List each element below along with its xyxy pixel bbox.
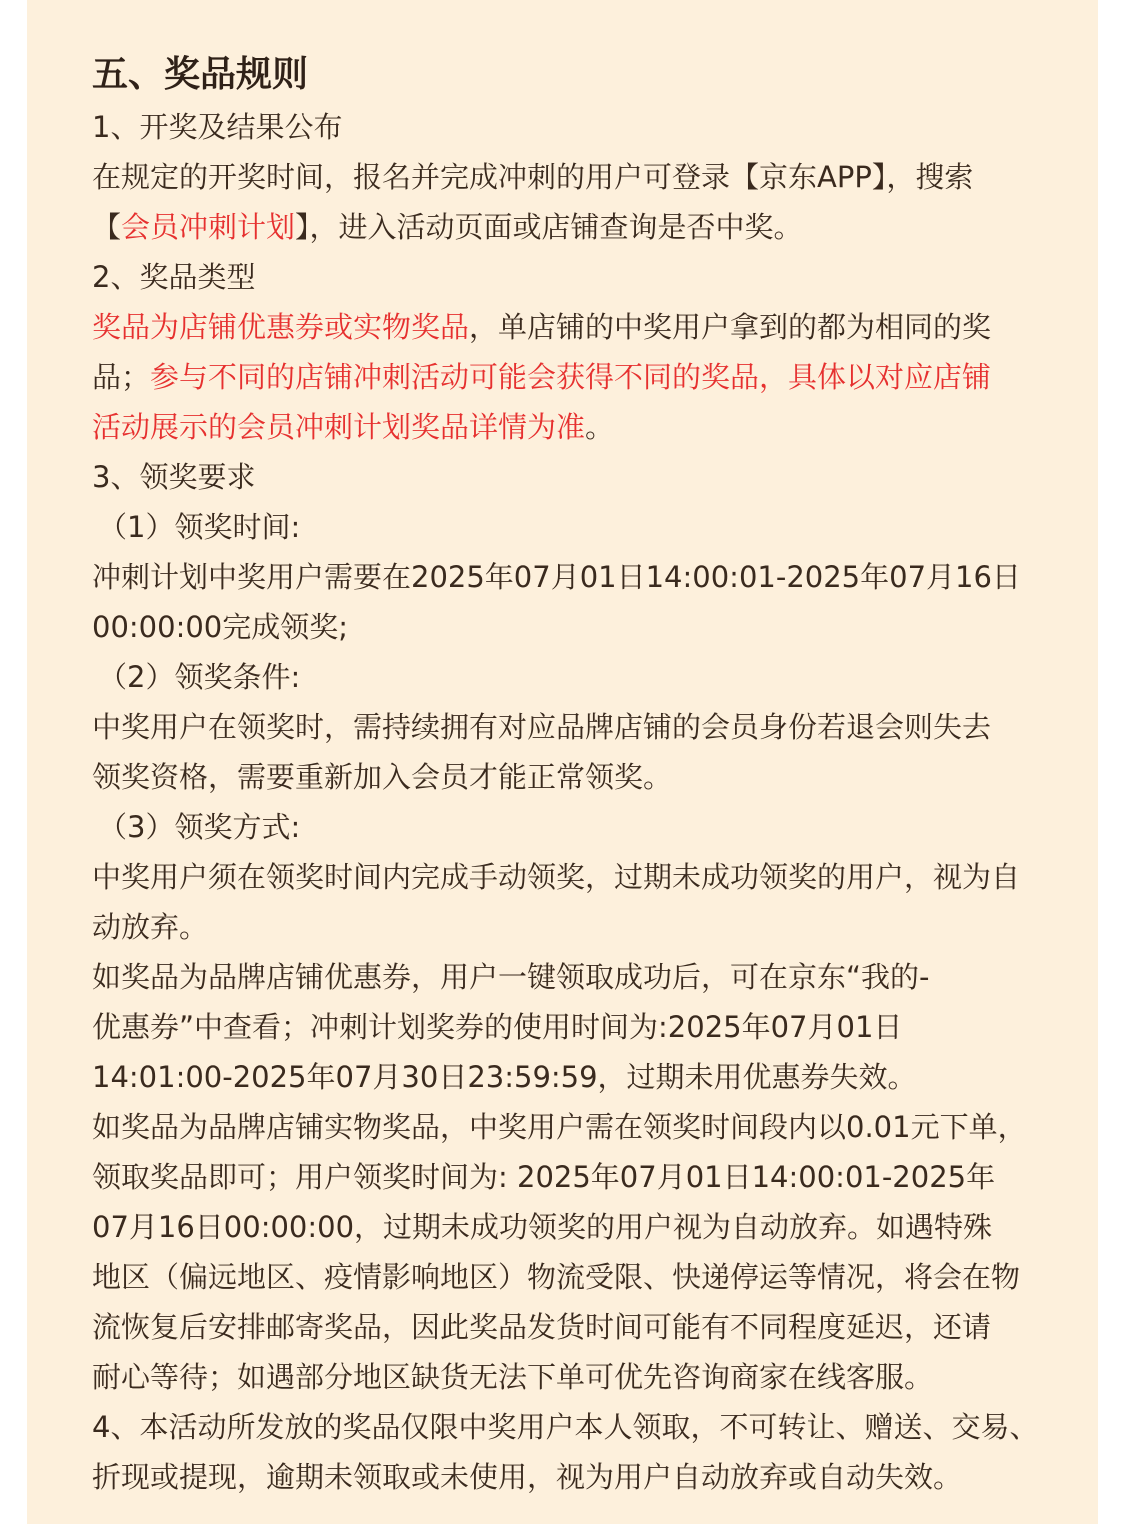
item2-line2 [92,352,1038,402]
item2-heading: 2、奖品类型 [92,260,256,294]
claim-time-heading: （1）领奖时间: [98,510,301,544]
claim-method-heading: （3）领奖方式: [98,810,301,844]
physical-prize-line4: 地区（偏远地区、疫情影响地区）物流受限、快递停运等情况，将会在物 [92,1260,1021,1294]
item1-heading: 1、开奖及结果公布 [92,110,343,144]
physical-prize-line6: 耐心等待；如遇部分地区缺货无法下单可优先咨询商家在线客服。 [92,1360,934,1394]
item4-line2: 折现或提现，逾期未领取或未使用，视为用户自动放弃或自动失效。 [92,1460,963,1494]
item3-heading: 3、领奖要求 [92,460,256,494]
item1-line2 [92,202,1038,252]
claim-condition-line2: 领奖资格，需要重新加入会员才能正常领奖。 [92,760,673,794]
item1-line1: 在规定的开奖时间，报名并完成冲刺的用户可登录【京东APP】，搜索 [92,160,974,194]
item2-line1-rest: ，单店铺的中奖用户拿到的都为相同的奖 [469,310,992,344]
item2-line3 [92,402,1038,452]
claim-time-line2: 00:00:00完成领奖; [92,610,349,644]
campaign-name-highlight: 会员冲刺计划 [121,210,296,244]
coupon-line3: 14:01:00-2025年07月30日23:59:59，过期未用优惠券失效。 [92,1060,917,1094]
prize-rules-content [92,52,1038,1502]
item2-line3-end: 。 [585,410,615,444]
prize-details-highlight: 活动展示的会员冲刺计划奖品详情为准 [92,410,586,444]
item1-line2-rest: 】，进入活动页面或店铺查询是否中奖。 [295,210,803,244]
bracket-open: 【 [92,210,122,244]
physical-prize-line5: 流恢复后安排邮寄奖品，因此奖品发货时间可能有不同程度延迟，还请 [92,1310,992,1344]
claim-time-line1: 冲刺计划中奖用户需要在2025年07月01日14:00:01-2025年07月16日 [92,560,1021,594]
item2-line1 [92,302,1038,352]
claim-method-line1: 中奖用户须在领奖时间内完成手动领奖，过期未成功领奖的用户，视为自 [92,860,1021,894]
prize-difference-highlight: 参与不同的店铺冲刺活动可能会获得不同的奖品，具体以对应店铺 [150,360,992,394]
physical-prize-line1: 如奖品为品牌店铺实物奖品，中奖用户需在领奖时间段内以0.01元下单， [92,1110,1027,1144]
physical-prize-line3: 07月16日00:00:00，过期未成功领奖的用户视为自动放弃。如遇特殊 [92,1210,993,1244]
section-title: 五、奖品规则 [92,54,309,95]
claim-condition-line1: 中奖用户在领奖时，需持续拥有对应品牌店铺的会员身份若退会则失去 [92,710,992,744]
claim-method-line2: 动放弃。 [92,910,209,944]
item4-line1: 4、本活动所发放的奖品仅限中奖用户本人领取，不可转让、赠送、交易、 [92,1410,1039,1444]
coupon-line1: 如奖品为品牌店铺优惠券，用户一键领取成功后，可在京东“我的- [92,960,930,994]
coupon-line2: 优惠券”中查看；冲刺计划奖券的使用时间为:2025年07月01日 [92,1010,903,1044]
item2-line2-start: 品； [92,360,151,394]
physical-prize-line2: 领取奖品即可；用户领奖时间为: 2025年07月01日14:00:01-2025年 [92,1160,996,1194]
prize-type-highlight: 奖品为店铺优惠券或实物奖品 [92,310,470,344]
claim-condition-heading: （2）领奖条件: [98,660,301,694]
